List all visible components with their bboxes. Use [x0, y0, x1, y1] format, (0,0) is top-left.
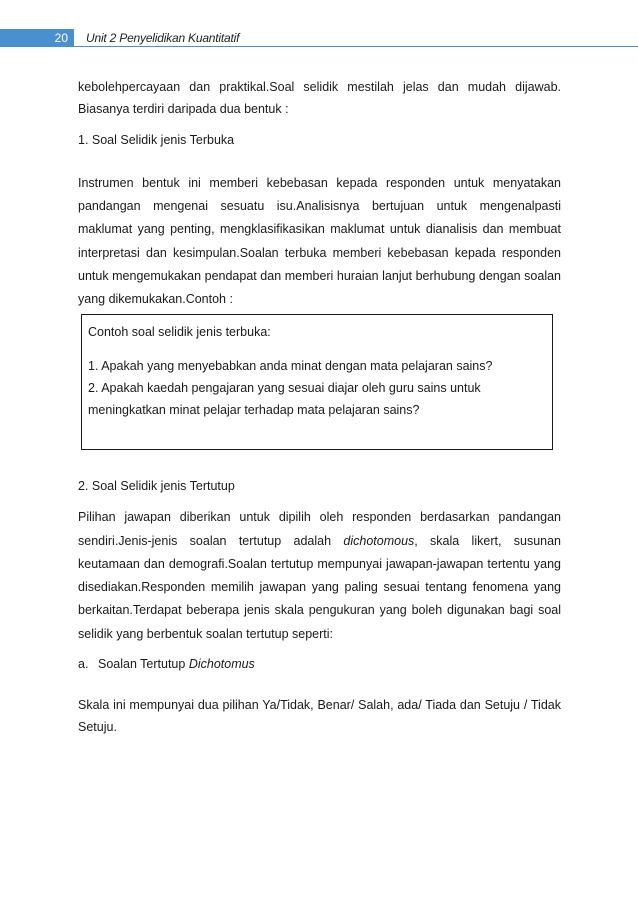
open-questionnaire-paragraph: Instrumen bentuk ini memberi kebebasan kepada responden untuk menyatakan pandangan mengenai sesuatu isu.Analisisnya bertujuan untuk mengenalpasti maklumat yang penting, mengklasifikasikan maklumat untuk dianalisis dan membuat interpretasi dan kesimpulan.Soalan terbuka memberi kebebasan kepada responden untuk mengemukakan pendapat dan memberi huraian lanjut berhubung dengan soalan yang dikemukakan.Contoh : [78, 176, 561, 307]
unit-title: Unit 2 Penyelidikan Kuantitatif [86, 31, 240, 45]
example-box [81, 314, 553, 450]
page-header [0, 29, 638, 47]
subsection-label: a. [78, 657, 89, 671]
closed-paragraph-part-2: , skala likert, susunan keutamaan dan demografi.Soalan tertutup mempunyai jawapan-jawapan tertentu yang disediakan.Responden memilih jawapan yang paling sesuai tentang fenomena yang berkaitan.Terdapat beberapa jenis skala pengukuran yang boleh digunakan bagi soal selidik yang berbentuk soalan tertutup seperti: [78, 533, 562, 641]
example-box-title: Contoh soal selidik jenis terbuka: [88, 325, 271, 340]
closed-paragraph-part-1: Pilihan jawapan diberikan untuk dipilih oleh responden berdasarkan pandangan sendiri.Jenis-jenis soalan tertutup adalah [78, 510, 561, 548]
example-question-2-line-2: meningkatkan minat pelajar terhadap mata pelajaran sains? [88, 403, 420, 418]
page-body [78, 76, 561, 738]
section-heading-closed: 2. Soal Selidik jenis Tertutup [78, 479, 235, 494]
example-question-1: 1. Apakah yang menyebabkan anda minat dengan mata pelajaran sains? [88, 359, 493, 374]
subsection-italic-term: Dichotomus [188, 657, 255, 671]
subsection-heading-dichotomus [78, 653, 561, 675]
page-number: 20 [0, 29, 74, 47]
section-heading-open: 1. Soal Selidik jenis Terbuka [78, 133, 235, 147]
closed-paragraph-italic-term: dichotomous [343, 533, 415, 548]
closed-questionnaire-paragraph [78, 506, 561, 646]
example-question-2-line-1: 2. Apakah kaedah pengajaran yang sesuai diajar oleh guru sains untuk [88, 381, 481, 396]
dichotomus-paragraph: Skala ini mempunyai dua pilihan Ya/Tidak, Benar/ Salah, ada/ Tiada dan Setuju / Tidak Setuju. [78, 698, 561, 734]
header-rule [0, 46, 638, 47]
intro-paragraph: kebolehpercayaan dan praktikal.Soal selidik mestilah jelas dan mudah dijawab. Biasanya terdiri daripada dua bentuk : [78, 80, 561, 116]
subsection-text: Soalan Tertutup [98, 657, 189, 671]
